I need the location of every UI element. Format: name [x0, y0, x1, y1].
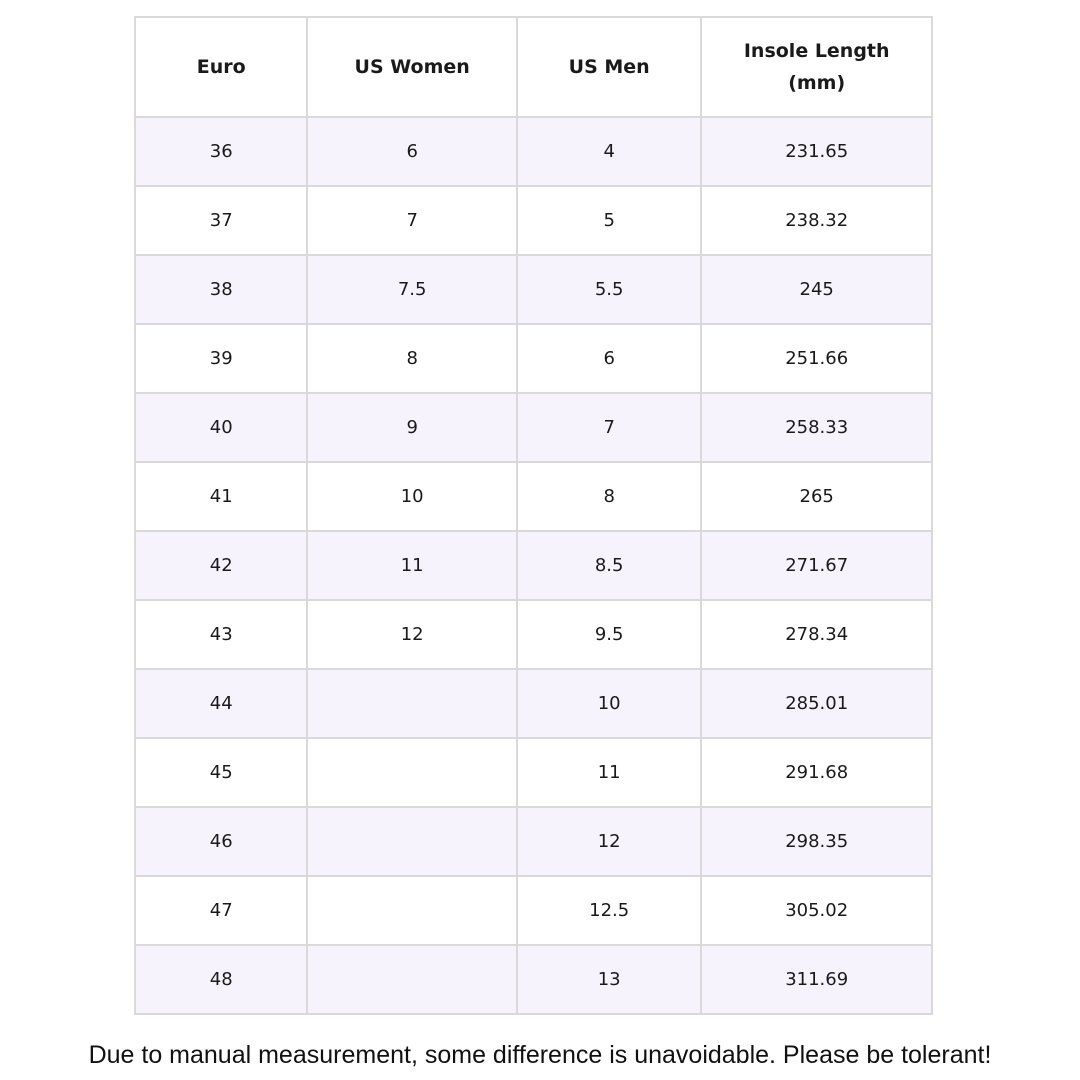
cell-insole-length: 271.67: [701, 531, 932, 600]
table-row: [135, 186, 932, 255]
cell-insole-length: 238.32: [701, 186, 932, 255]
cell-insole-length: 305.02: [701, 876, 932, 945]
cell-us-women: [307, 876, 517, 945]
table-row: [135, 462, 932, 531]
cell-us-men: 6: [517, 324, 701, 393]
cell-us-women: 11: [307, 531, 517, 600]
cell-us-women: [307, 945, 517, 1014]
cell-us-men: 13: [517, 945, 701, 1014]
cell-euro: 45: [135, 738, 307, 807]
cell-insole-length: 285.01: [701, 669, 932, 738]
cell-us-women: 9: [307, 393, 517, 462]
cell-insole-length: 265: [701, 462, 932, 531]
cell-euro: 44: [135, 669, 307, 738]
cell-euro: 36: [135, 117, 307, 186]
cell-insole-length: 278.34: [701, 600, 932, 669]
cell-insole-length: 311.69: [701, 945, 932, 1014]
table-row: [135, 669, 932, 738]
cell-us-men: 8: [517, 462, 701, 531]
table-row: [135, 255, 932, 324]
cell-us-men: 12: [517, 807, 701, 876]
table-row: [135, 807, 932, 876]
cell-euro: 39: [135, 324, 307, 393]
cell-us-men: 9.5: [517, 600, 701, 669]
cell-insole-length: 231.65: [701, 117, 932, 186]
cell-us-women: 10: [307, 462, 517, 531]
header-insole-length-title: Insole Length: [743, 40, 890, 62]
cell-us-men: 8.5: [517, 531, 701, 600]
cell-us-men: 7: [517, 393, 701, 462]
table-row: [135, 393, 932, 462]
header-us-men: US Men: [517, 17, 701, 117]
table-row: [135, 738, 932, 807]
header-euro: Euro: [135, 17, 307, 117]
cell-us-men: 12.5: [517, 876, 701, 945]
table-row: [135, 600, 932, 669]
cell-euro: 37: [135, 186, 307, 255]
cell-euro: 47: [135, 876, 307, 945]
cell-us-women: [307, 669, 517, 738]
cell-us-women: 7.5: [307, 255, 517, 324]
cell-insole-length: 298.35: [701, 807, 932, 876]
footer-note: Due to manual measurement, some difference is unavoidable. Please be tolerant!: [88, 1041, 992, 1069]
cell-euro: 41: [135, 462, 307, 531]
cell-us-men: 5: [517, 186, 701, 255]
header-insole-length-unit: (mm): [788, 72, 846, 94]
cell-insole-length: 245: [701, 255, 932, 324]
cell-us-women: 8: [307, 324, 517, 393]
cell-euro: 42: [135, 531, 307, 600]
cell-euro: 46: [135, 807, 307, 876]
table-row: [135, 876, 932, 945]
cell-insole-length: 291.68: [701, 738, 932, 807]
cell-us-women: 6: [307, 117, 517, 186]
table-row: [135, 117, 932, 186]
cell-us-women: [307, 807, 517, 876]
cell-euro: 43: [135, 600, 307, 669]
cell-us-men: 4: [517, 117, 701, 186]
table-row: [135, 945, 932, 1014]
header-insole-length: [701, 17, 932, 117]
cell-us-men: 11: [517, 738, 701, 807]
header-row: [135, 17, 932, 117]
header-us-women: US Women: [307, 17, 517, 117]
cell-euro: 40: [135, 393, 307, 462]
cell-us-men: 5.5: [517, 255, 701, 324]
cell-us-women: 12: [307, 600, 517, 669]
cell-euro: 38: [135, 255, 307, 324]
cell-us-women: 7: [307, 186, 517, 255]
table-row: [135, 324, 932, 393]
cell-insole-length: 258.33: [701, 393, 932, 462]
cell-us-women: [307, 738, 517, 807]
size-chart-header: [135, 17, 932, 117]
size-chart-body: [135, 117, 932, 1014]
table-row: [135, 531, 932, 600]
cell-us-men: 10: [517, 669, 701, 738]
size-chart-table: [134, 16, 933, 1015]
cell-euro: 48: [135, 945, 307, 1014]
cell-insole-length: 251.66: [701, 324, 932, 393]
